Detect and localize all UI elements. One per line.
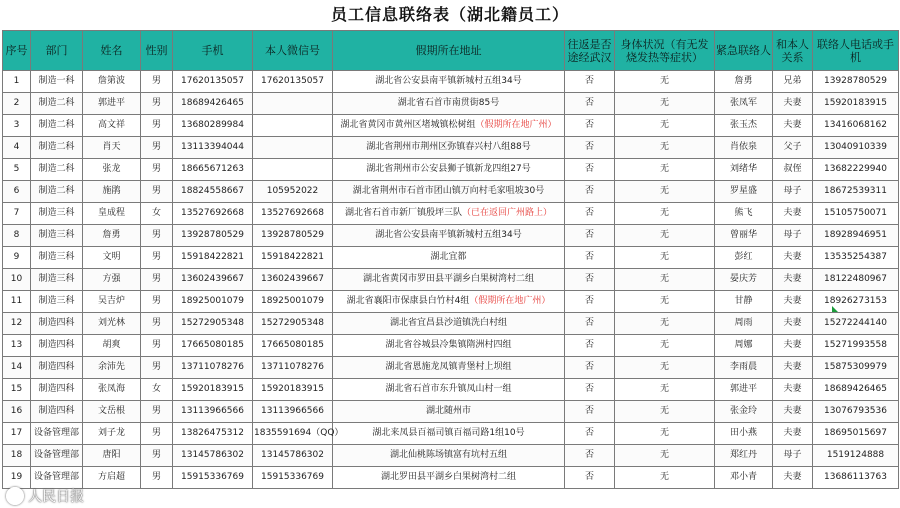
header-wechat: 本人微信号 <box>253 31 333 71</box>
cell-address[interactable] <box>333 269 565 291</box>
cell-phone[interactable]: 15918422821 <box>173 247 253 269</box>
cell-health[interactable]: 无 <box>615 203 715 225</box>
cell-no[interactable]: 18 <box>3 445 31 467</box>
cell-wechat[interactable]: 13527692668 <box>253 203 333 225</box>
address-text: 湖北仙桃陈场镇富有坑村五组 <box>389 450 507 460</box>
cell-wechat[interactable]: 1835591694（QQ） <box>253 423 333 445</box>
address-text: 湖北随州市 <box>425 406 471 416</box>
header-no: 序号 <box>3 31 31 71</box>
cell-name[interactable]: 余沛先 <box>83 357 141 379</box>
cell-contact-phone[interactable]: 18926273153 <box>813 291 899 313</box>
address-note: （已在返回广州路上） <box>462 208 553 218</box>
cell-contact[interactable]: 曾丽华 <box>715 225 773 247</box>
cell-wechat[interactable]: 13928780529 <box>253 225 333 247</box>
cell-address[interactable] <box>333 203 565 225</box>
cell-name[interactable]: 张凤海 <box>83 379 141 401</box>
table-row <box>3 445 899 467</box>
cell-relation[interactable]: 夫妻 <box>773 93 813 115</box>
cell-gender[interactable]: 男 <box>141 335 173 357</box>
cell-wechat[interactable]: 17665080185 <box>253 335 333 357</box>
cell-health[interactable]: 无 <box>615 115 715 137</box>
cell-name[interactable]: 高文祥 <box>83 115 141 137</box>
table-row <box>3 159 899 181</box>
cell-address[interactable] <box>333 71 565 93</box>
cell-dept[interactable]: 制造三科 <box>31 269 83 291</box>
address-text: 湖北宜都 <box>430 252 467 262</box>
cell-gender[interactable]: 男 <box>141 225 173 247</box>
address-note: （假期所在地广州） <box>475 120 557 130</box>
cell-phone[interactable]: 18665671263 <box>173 159 253 181</box>
cell-wuhan[interactable]: 否 <box>565 71 615 93</box>
cell-contact[interactable]: 晏庆芳 <box>715 269 773 291</box>
cell-wuhan[interactable]: 否 <box>565 401 615 423</box>
watermark-text: 人民日报 <box>28 489 84 505</box>
cell-name[interactable]: 唐阳 <box>83 445 141 467</box>
cell-contact[interactable]: 罗星盛 <box>715 181 773 203</box>
cell-wuhan[interactable]: 否 <box>565 247 615 269</box>
cell-dept[interactable]: 制造三科 <box>31 225 83 247</box>
cell-wuhan[interactable]: 否 <box>565 335 615 357</box>
cell-wechat[interactable]: 15915336769 <box>253 467 333 489</box>
watermark-logo-icon <box>6 487 24 505</box>
cell-relation[interactable]: 夫妻 <box>773 313 813 335</box>
cell-gender[interactable]: 男 <box>141 357 173 379</box>
cell-wuhan[interactable]: 否 <box>565 357 615 379</box>
cell-wechat[interactable]: 18925001079 <box>253 291 333 313</box>
cell-no[interactable]: 3 <box>3 115 31 137</box>
cell-gender[interactable]: 男 <box>141 247 173 269</box>
cell-gender[interactable]: 男 <box>141 423 173 445</box>
cell-contact-phone[interactable]: 18122480967 <box>813 269 899 291</box>
cell-no[interactable]: 6 <box>3 181 31 203</box>
cell-dept[interactable]: 制造一科 <box>31 71 83 93</box>
cell-wechat[interactable]: 15920183915 <box>253 379 333 401</box>
table-row <box>3 379 899 401</box>
cell-wuhan[interactable]: 否 <box>565 467 615 489</box>
cell-contact[interactable]: 刘绪华 <box>715 159 773 181</box>
cell-comment-marker <box>832 306 838 312</box>
header-phone: 手机 <box>173 31 253 71</box>
table-row <box>3 203 899 225</box>
cell-phone[interactable]: 17665080185 <box>173 335 253 357</box>
cell-contact-phone[interactable]: 15920183915 <box>813 93 899 115</box>
cell-wechat[interactable]: 13602439667 <box>253 269 333 291</box>
cell-phone[interactable]: 15920183915 <box>173 379 253 401</box>
address-text: 湖北省公安县南平镇新城村五组34号 <box>375 76 522 86</box>
cell-address[interactable] <box>333 181 565 203</box>
address-text: 湖北省荆州市石首市团山镇万向村毛家咀坡30号 <box>352 186 545 196</box>
header-health: 身体状况（有无发烧发热等症状） <box>615 31 715 71</box>
cell-phone[interactable]: 13826475312 <box>173 423 253 445</box>
cell-address[interactable] <box>333 137 565 159</box>
cell-phone[interactable]: 13602439667 <box>173 269 253 291</box>
cell-no[interactable]: 7 <box>3 203 31 225</box>
cell-gender[interactable]: 男 <box>141 445 173 467</box>
cell-health[interactable]: 无 <box>615 71 715 93</box>
cell-relation[interactable]: 兄弟 <box>773 71 813 93</box>
cell-address[interactable] <box>333 313 565 335</box>
table-row <box>3 313 899 335</box>
cell-no[interactable]: 2 <box>3 93 31 115</box>
cell-address[interactable] <box>333 247 565 269</box>
cell-contact-phone[interactable]: 13535254387 <box>813 247 899 269</box>
table-row <box>3 137 899 159</box>
table-row <box>3 357 899 379</box>
cell-wuhan[interactable]: 否 <box>565 379 615 401</box>
header-dept: 部门 <box>31 31 83 71</box>
header-row <box>3 31 899 71</box>
cell-address[interactable] <box>333 357 565 379</box>
cell-wuhan[interactable]: 否 <box>565 137 615 159</box>
cell-contact[interactable]: 周雨 <box>715 313 773 335</box>
cell-relation[interactable]: 母子 <box>773 225 813 247</box>
cell-no[interactable]: 1 <box>3 71 31 93</box>
table-row <box>3 335 899 357</box>
header-gender: 性别 <box>141 31 173 71</box>
cell-address[interactable] <box>333 379 565 401</box>
cell-name[interactable]: 詹勇 <box>83 225 141 247</box>
header-address: 假期所在地址 <box>333 31 565 71</box>
cell-name[interactable]: 詹第波 <box>83 71 141 93</box>
cell-wechat[interactable] <box>253 137 333 159</box>
cell-contact[interactable]: 彭红 <box>715 247 773 269</box>
cell-name[interactable]: 文明 <box>83 247 141 269</box>
header-relation: 和本人关系 <box>773 31 813 71</box>
cell-dept[interactable]: 制造三科 <box>31 247 83 269</box>
cell-wechat[interactable]: 13145786302 <box>253 445 333 467</box>
table-row <box>3 181 899 203</box>
cell-phone[interactable]: 13711078276 <box>173 357 253 379</box>
cell-contact-phone[interactable]: 15271993558 <box>813 335 899 357</box>
address-text: 湖北省荆州市荆州区弥镇春兴村八组88号 <box>366 142 531 152</box>
employee-table <box>2 30 899 489</box>
cell-health[interactable]: 无 <box>615 313 715 335</box>
cell-dept[interactable]: 制造二科 <box>31 159 83 181</box>
cell-dept[interactable]: 制造二科 <box>31 181 83 203</box>
cell-name[interactable]: 文岳根 <box>83 401 141 423</box>
cell-dept[interactable]: 制造三科 <box>31 203 83 225</box>
cell-contact-phone[interactable]: 15875309979 <box>813 357 899 379</box>
cell-wuhan[interactable]: 否 <box>565 115 615 137</box>
cell-gender[interactable]: 男 <box>141 401 173 423</box>
cell-wuhan[interactable]: 否 <box>565 159 615 181</box>
cell-name[interactable]: 刘子龙 <box>83 423 141 445</box>
cell-relation[interactable]: 夫妻 <box>773 291 813 313</box>
cell-name[interactable]: 方启超 <box>83 467 141 489</box>
cell-relation[interactable]: 叔侄 <box>773 159 813 181</box>
cell-phone[interactable]: 18689426465 <box>173 93 253 115</box>
cell-relation[interactable]: 夫妻 <box>773 401 813 423</box>
cell-wuhan[interactable]: 否 <box>565 203 615 225</box>
cell-address[interactable] <box>333 445 565 467</box>
cell-no[interactable]: 13 <box>3 335 31 357</box>
cell-health[interactable]: 无 <box>615 269 715 291</box>
cell-gender[interactable]: 男 <box>141 115 173 137</box>
cell-dept[interactable]: 制造二科 <box>31 137 83 159</box>
cell-gender[interactable]: 男 <box>141 313 173 335</box>
cell-contact-phone[interactable]: 13040910339 <box>813 137 899 159</box>
table-row <box>3 247 899 269</box>
cell-relation[interactable]: 母子 <box>773 181 813 203</box>
table-row <box>3 269 899 291</box>
cell-wechat[interactable]: 105952022 <box>253 181 333 203</box>
table-row <box>3 467 899 489</box>
header-name: 姓名 <box>83 31 141 71</box>
cell-no[interactable]: 12 <box>3 313 31 335</box>
cell-health[interactable]: 无 <box>615 225 715 247</box>
cell-no[interactable]: 4 <box>3 137 31 159</box>
cell-health[interactable]: 无 <box>615 467 715 489</box>
cell-contact[interactable]: 田小燕 <box>715 423 773 445</box>
cell-contact[interactable]: 詹勇 <box>715 71 773 93</box>
cell-contact[interactable]: 李雨晨 <box>715 357 773 379</box>
cell-health[interactable]: 无 <box>615 159 715 181</box>
cell-relation[interactable]: 夫妻 <box>773 423 813 445</box>
header-wuhan: 往返是否途经武汉 <box>565 31 615 71</box>
cell-contact-phone[interactable]: 18672539311 <box>813 181 899 203</box>
cell-contact[interactable]: 郭进平 <box>715 379 773 401</box>
cell-phone[interactable]: 18925001079 <box>173 291 253 313</box>
address-text: 湖北省恩施龙凤镇青堡村上坝组 <box>385 362 512 372</box>
cell-wuhan[interactable]: 否 <box>565 181 615 203</box>
cell-phone[interactable]: 13928780529 <box>173 225 253 247</box>
cell-wechat[interactable]: 13711078276 <box>253 357 333 379</box>
cell-no[interactable]: 17 <box>3 423 31 445</box>
cell-gender[interactable]: 男 <box>141 269 173 291</box>
cell-phone[interactable]: 13680289984 <box>173 115 253 137</box>
cell-phone[interactable]: 13527692668 <box>173 203 253 225</box>
cell-dept[interactable]: 制造四科 <box>31 379 83 401</box>
cell-contact-phone[interactable]: 13076793536 <box>813 401 899 423</box>
cell-contact[interactable]: 周娜 <box>715 335 773 357</box>
cell-gender[interactable]: 男 <box>141 291 173 313</box>
cell-name[interactable]: 皇成程 <box>83 203 141 225</box>
cell-dept[interactable]: 设备管理部 <box>31 467 83 489</box>
cell-gender[interactable]: 女 <box>141 203 173 225</box>
cell-contact-phone[interactable]: 18695015697 <box>813 423 899 445</box>
cell-phone[interactable]: 15915336769 <box>173 467 253 489</box>
table-row <box>3 423 899 445</box>
cell-address[interactable] <box>333 159 565 181</box>
cell-health[interactable]: 无 <box>615 401 715 423</box>
cell-address[interactable] <box>333 225 565 247</box>
cell-wechat[interactable]: 15918422821 <box>253 247 333 269</box>
cell-relation[interactable]: 母子 <box>773 445 813 467</box>
cell-address[interactable] <box>333 467 565 489</box>
cell-relation[interactable]: 父子 <box>773 137 813 159</box>
address-text: 湖北省公安县南平镇新城村五组34号 <box>375 230 522 240</box>
cell-health[interactable]: 无 <box>615 423 715 445</box>
cell-contact[interactable]: 张凤军 <box>715 93 773 115</box>
cell-health[interactable]: 无 <box>615 335 715 357</box>
cell-wuhan[interactable]: 否 <box>565 225 615 247</box>
cell-contact-phone[interactable]: 13416068162 <box>813 115 899 137</box>
cell-no[interactable]: 8 <box>3 225 31 247</box>
cell-no[interactable]: 9 <box>3 247 31 269</box>
cell-wuhan[interactable]: 否 <box>565 269 615 291</box>
cell-dept[interactable]: 设备管理部 <box>31 445 83 467</box>
cell-wechat[interactable] <box>253 93 333 115</box>
address-text: 湖北省宜昌县沙道镇洗白村组 <box>389 318 507 328</box>
cell-wechat[interactable] <box>253 159 333 181</box>
cell-no[interactable]: 10 <box>3 269 31 291</box>
cell-address[interactable] <box>333 401 565 423</box>
header-contact: 紧急联络人 <box>715 31 773 71</box>
cell-contact-phone[interactable]: 13686113763 <box>813 467 899 489</box>
cell-contact-phone[interactable]: 15272244140 <box>813 313 899 335</box>
cell-contact[interactable]: 肖依泉 <box>715 137 773 159</box>
table-body <box>3 71 899 489</box>
cell-gender[interactable]: 男 <box>141 137 173 159</box>
cell-phone[interactable]: 13113966566 <box>173 401 253 423</box>
cell-contact-phone[interactable]: 15105750071 <box>813 203 899 225</box>
cell-phone[interactable]: 15272905348 <box>173 313 253 335</box>
cell-contact-phone[interactable]: 18689426465 <box>813 379 899 401</box>
cell-relation[interactable]: 夫妻 <box>773 379 813 401</box>
address-text: 湖北省荆州市公安县狮子镇新龙四组27号 <box>366 164 531 174</box>
cell-address[interactable] <box>333 335 565 357</box>
cell-relation[interactable]: 夫妻 <box>773 115 813 137</box>
table-row <box>3 401 899 423</box>
table-row <box>3 115 899 137</box>
cell-gender[interactable]: 女 <box>141 379 173 401</box>
cell-gender[interactable]: 男 <box>141 159 173 181</box>
cell-no[interactable]: 19 <box>3 467 31 489</box>
cell-gender[interactable]: 男 <box>141 93 173 115</box>
address-text: 湖北省黄冈市罗田县平湖乡白果树湾村二组 <box>362 274 534 284</box>
cell-gender[interactable]: 男 <box>141 71 173 93</box>
cell-contact[interactable]: 甘静 <box>715 291 773 313</box>
cell-health[interactable]: 无 <box>615 137 715 159</box>
cell-relation[interactable]: 夫妻 <box>773 203 813 225</box>
cell-name[interactable]: 方强 <box>83 269 141 291</box>
address-text: 湖北来凤县百福司镇百福司路1组10号 <box>372 428 525 438</box>
cell-address[interactable] <box>333 93 565 115</box>
cell-health[interactable]: 无 <box>615 445 715 467</box>
cell-relation[interactable]: 夫妻 <box>773 335 813 357</box>
table-row <box>3 291 899 313</box>
cell-wechat[interactable] <box>253 115 333 137</box>
address-text: 湖北省黄冈市黄州区堵城镇松树组 <box>340 120 476 130</box>
cell-phone[interactable]: 17620135057 <box>173 71 253 93</box>
cell-no[interactable]: 5 <box>3 159 31 181</box>
cell-phone[interactable]: 13145786302 <box>173 445 253 467</box>
cell-wuhan[interactable]: 否 <box>565 93 615 115</box>
cell-gender[interactable]: 男 <box>141 181 173 203</box>
address-note: （假期所在地广州） <box>469 296 551 306</box>
cell-contact-phone[interactable]: 13682229940 <box>813 159 899 181</box>
cell-name[interactable]: 郭进平 <box>83 93 141 115</box>
cell-health[interactable]: 无 <box>615 357 715 379</box>
cell-health[interactable]: 无 <box>615 247 715 269</box>
cell-dept[interactable]: 制造四科 <box>31 335 83 357</box>
cell-contact[interactable]: 张玉杰 <box>715 115 773 137</box>
cell-address[interactable] <box>333 423 565 445</box>
cell-name[interactable]: 刘光林 <box>83 313 141 335</box>
cell-wechat[interactable]: 17620135057 <box>253 71 333 93</box>
address-text: 湖北省石首市南贯街85号 <box>397 98 500 108</box>
cell-relation[interactable]: 夫妻 <box>773 269 813 291</box>
cell-contact-phone[interactable]: 13928780529 <box>813 71 899 93</box>
cell-address[interactable] <box>333 291 565 313</box>
cell-dept[interactable]: 制造四科 <box>31 313 83 335</box>
cell-gender[interactable]: 男 <box>141 467 173 489</box>
cell-wuhan[interactable]: 否 <box>565 291 615 313</box>
address-text: 湖北省谷城县冷集镇隋洲村四组 <box>385 340 512 350</box>
cell-address[interactable] <box>333 115 565 137</box>
cell-contact[interactable]: 熊飞 <box>715 203 773 225</box>
cell-name[interactable]: 张龙 <box>83 159 141 181</box>
cell-wechat[interactable]: 15272905348 <box>253 313 333 335</box>
cell-dept[interactable]: 设备管理部 <box>31 423 83 445</box>
cell-dept[interactable]: 制造二科 <box>31 93 83 115</box>
cell-no[interactable]: 14 <box>3 357 31 379</box>
cell-dept[interactable]: 制造四科 <box>31 401 83 423</box>
cell-wuhan[interactable]: 否 <box>565 313 615 335</box>
cell-dept[interactable]: 制造四科 <box>31 357 83 379</box>
cell-contact-phone[interactable]: 18928946951 <box>813 225 899 247</box>
cell-health[interactable]: 无 <box>615 181 715 203</box>
cell-phone[interactable]: 18824558667 <box>173 181 253 203</box>
cell-relation[interactable]: 夫妻 <box>773 247 813 269</box>
cell-contact[interactable]: 张金玲 <box>715 401 773 423</box>
table-row <box>3 93 899 115</box>
cell-wuhan[interactable]: 否 <box>565 445 615 467</box>
cell-name[interactable]: 肖天 <box>83 137 141 159</box>
cell-name[interactable]: 吴吉炉 <box>83 291 141 313</box>
address-text: 湖北省石首市东升镇凤山村一组 <box>385 384 512 394</box>
table-row <box>3 71 899 93</box>
cell-name[interactable]: 施鹃 <box>83 181 141 203</box>
cell-wuhan[interactable]: 否 <box>565 423 615 445</box>
cell-contact[interactable]: 邓小青 <box>715 467 773 489</box>
cell-wechat[interactable]: 13113966566 <box>253 401 333 423</box>
cell-relation[interactable]: 夫妻 <box>773 357 813 379</box>
watermark <box>6 486 84 506</box>
cell-contact[interactable]: 郑红丹 <box>715 445 773 467</box>
cell-health[interactable]: 无 <box>615 93 715 115</box>
table-row <box>3 225 899 247</box>
cell-no[interactable]: 16 <box>3 401 31 423</box>
cell-health[interactable]: 无 <box>615 291 715 313</box>
cell-health[interactable]: 无 <box>615 379 715 401</box>
cell-dept[interactable]: 制造三科 <box>31 291 83 313</box>
cell-dept[interactable]: 制造二科 <box>31 115 83 137</box>
sheet-title: 员工信息联络表（湖北籍员工） <box>330 5 569 24</box>
cell-name[interactable]: 胡爽 <box>83 335 141 357</box>
cell-no[interactable]: 15 <box>3 379 31 401</box>
cell-no[interactable]: 11 <box>3 291 31 313</box>
cell-relation[interactable]: 夫妻 <box>773 467 813 489</box>
address-text: 湖北罗田县平湖乡白果树湾村二组 <box>380 472 516 482</box>
header-contact-phone: 联络人电话或手机 <box>813 31 899 71</box>
cell-phone[interactable]: 13113394044 <box>173 137 253 159</box>
cell-contact-phone[interactable]: 1519124888 <box>813 445 899 467</box>
address-text: 湖北省襄阳市保康县白竹村4组 <box>346 296 470 306</box>
address-text: 湖北省石首市新厂镇殷坪三队 <box>344 208 462 218</box>
